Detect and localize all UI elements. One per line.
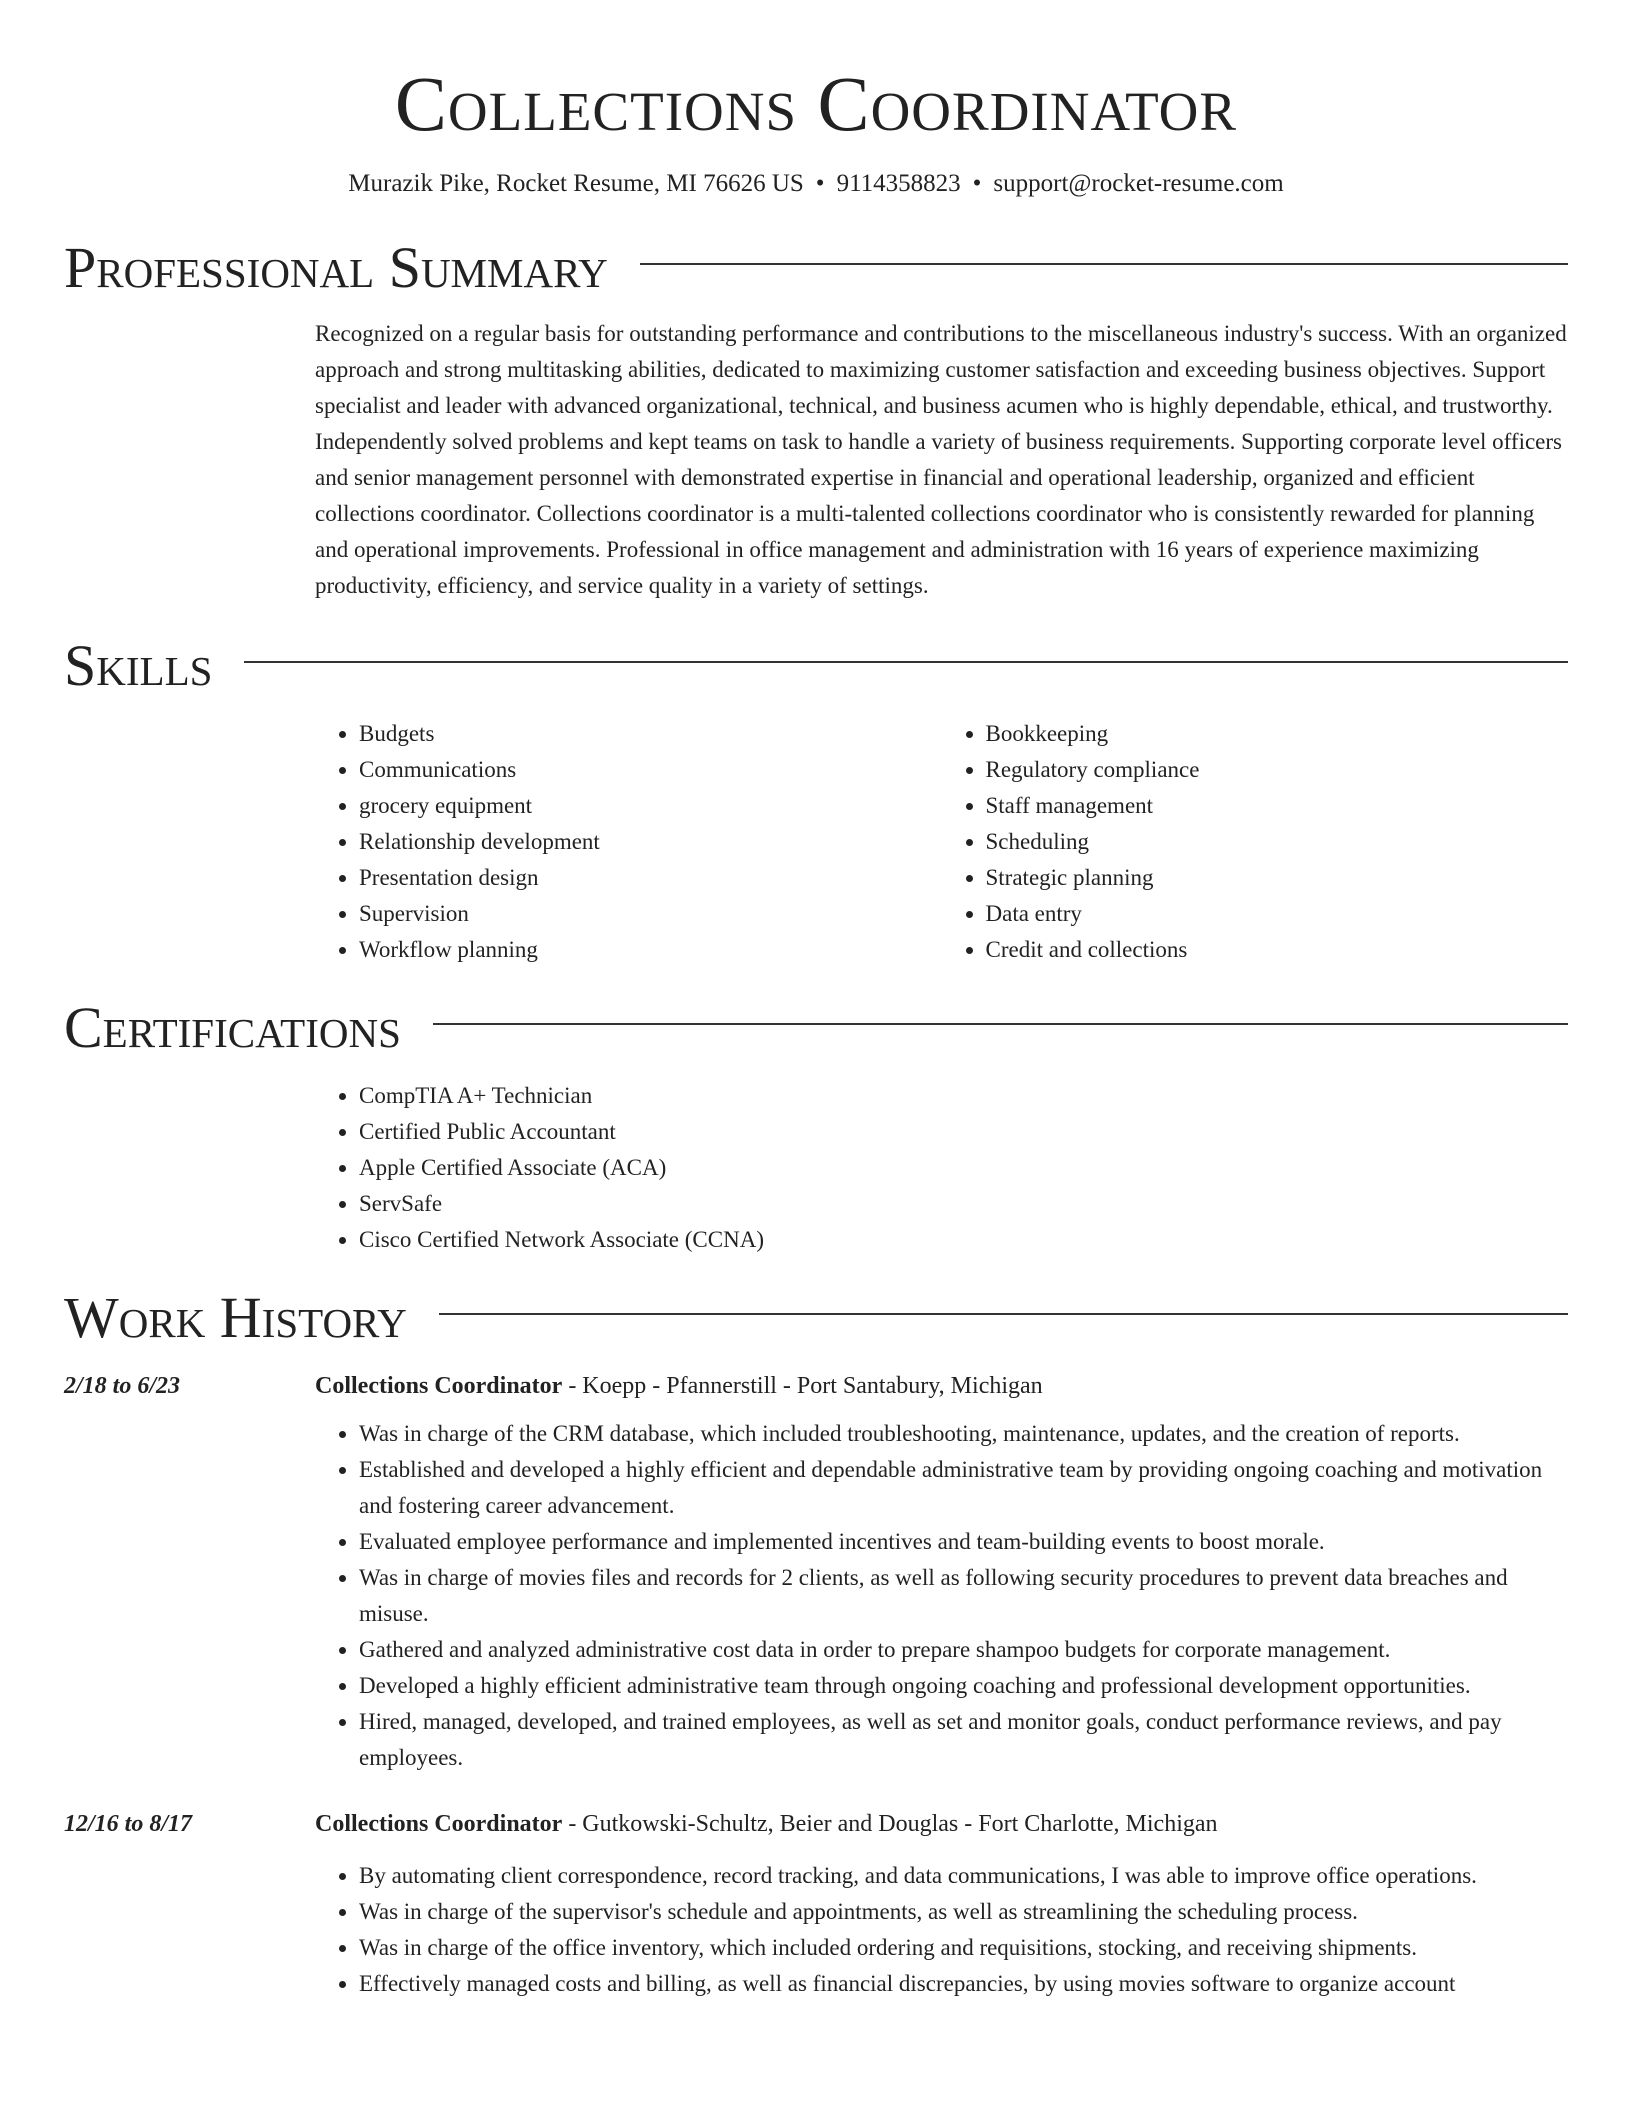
job-title: Collections Coordinator (315, 1373, 563, 1399)
skills-right-list (942, 716, 1569, 968)
contact-address: Murazik Pike, Rocket Resume, MI 76626 US (348, 170, 804, 197)
certification-item: • ServSafe (359, 1186, 1568, 1222)
certifications-section (315, 1078, 1568, 1258)
contact-separator: • (972, 170, 982, 197)
job-employer: - Koepp - Pfannerstill - Port Santabury, Michigan (562, 1373, 1043, 1399)
contact-separator: • (815, 170, 825, 197)
job-entry (64, 1370, 1568, 1776)
skill-item: • grocery equipment (359, 788, 942, 824)
job-dates: 2/18 to 6/23 (64, 1373, 181, 1399)
certification-item: • Cisco Certified Network Associate (CCNA) (359, 1222, 1568, 1258)
summary-section-header (64, 236, 1568, 300)
contact-phone: 9114358823 (836, 170, 961, 197)
skill-item: • Credit and collections (986, 932, 1569, 968)
job-duty: • Effectively managed costs and billing, as well as financial discrepancies, by using movies software to organize account (359, 1966, 1568, 2002)
job-duties-list (315, 1858, 1568, 2002)
summary-section (315, 316, 1568, 604)
job-duty: • Evaluated employee performance and implemented incentives and team-building events to boost morale. (359, 1524, 1568, 1560)
skill-item: • Regulatory compliance (986, 752, 1569, 788)
job-duty: • Established and developed a highly efficient and dependable administrative team by providing ongoing coaching and motivation and fostering career advancement. (359, 1452, 1568, 1524)
resume-title: Collections Coordinator (394, 60, 1238, 147)
job-header (64, 1370, 1568, 1402)
job-entry (64, 1808, 1568, 2002)
job-duty: • Was in charge of movies files and records for 2 clients, as well as following security procedures to prevent data breaches and misuse. (359, 1560, 1568, 1632)
certification-item: • Certified Public Accountant (359, 1114, 1568, 1150)
contact-line (64, 168, 1568, 200)
job-duty: • Was in charge of the supervisor's schedule and appointments, as well as streamlining the scheduling process. (359, 1894, 1568, 1930)
skills-columns (315, 716, 1568, 968)
job-bullets (315, 1416, 1568, 1776)
skill-item: • Bookkeeping (986, 716, 1569, 752)
skills-heading: Skills (64, 633, 213, 698)
summary-text: Recognized on a regular basis for outstanding performance and contributions to the miscellaneous industry's success. With an organized approach and strong multitasking abilities, dedicated to maximizing customer satisfaction and exceeding business objectives. Support specialist and leader with advanced organizational, technical, and business acumen who is highly dependable, ethical, and trustworthy. Independently solved problems and kept teams on task to handle a variety of business requirements. Supporting corporate level officers and senior management personnel with demonstrated expertise in financial and operational leadership, organized and efficient collections coordinator. Collections coordinator is a multi-talented collections coordinator who is consistently rewarded for planning and operational improvements. Professional in office management and administration with 16 years of experience maximizing productivity, efficiency, and service quality in a variety of settings. (315, 321, 1567, 598)
job-bullets (315, 1858, 1568, 2002)
skill-item: • Workflow planning (359, 932, 942, 968)
skills-section-header (64, 634, 1568, 698)
section-divider (640, 263, 1568, 265)
certification-item: • CompTIA A+ Technician (359, 1078, 1568, 1114)
certifications-heading: Certifications (64, 995, 401, 1060)
job-dates: 12/16 to 8/17 (64, 1811, 193, 1837)
work-heading: Work History (64, 1285, 407, 1350)
job-duty: • Was in charge of the CRM database, which included troubleshooting, maintenance, updates, and the creation of reports. (359, 1416, 1568, 1452)
certifications-section-header (64, 996, 1568, 1060)
certification-item: • Apple Certified Associate (ACA) (359, 1150, 1568, 1186)
skill-item: • Supervision (359, 896, 942, 932)
skill-item: • Scheduling (986, 824, 1569, 860)
skills-left-list (315, 716, 942, 968)
job-header (64, 1808, 1568, 1840)
job-title: Collections Coordinator (315, 1811, 563, 1837)
skill-item: • Staff management (986, 788, 1569, 824)
job-duties-list (315, 1416, 1568, 1776)
skill-item: • Strategic planning (986, 860, 1569, 896)
job-duty: • Hired, managed, developed, and trained employees, as well as set and monitor goals, conduct performance reviews, and pay employees. (359, 1704, 1568, 1776)
skill-item: • Data entry (986, 896, 1569, 932)
section-divider (244, 661, 1568, 663)
work-section-header (64, 1286, 1568, 1350)
job-duty: • Was in charge of the office inventory, which included ordering and requisitions, stocking, and receiving shipments. (359, 1930, 1568, 1966)
certifications-list (315, 1078, 1568, 1258)
job-title-line (315, 1370, 1568, 1402)
section-divider (433, 1023, 1568, 1025)
job-duty: • Gathered and analyzed administrative cost data in order to prepare shampoo budgets for corporate management. (359, 1632, 1568, 1668)
section-divider (439, 1313, 1568, 1315)
job-title-line (315, 1808, 1568, 1840)
job-employer: - Gutkowski-Schultz, Beier and Douglas - Fort Charlotte, Michigan (562, 1811, 1218, 1837)
summary-heading: Professional Summary (64, 235, 608, 300)
job-duty: • By automating client correspondence, record tracking, and data communications, I was able to improve office operations. (359, 1858, 1568, 1894)
skill-item: • Communications (359, 752, 942, 788)
skill-item: • Budgets (359, 716, 942, 752)
skill-item: • Presentation design (359, 860, 942, 896)
skill-item: • Relationship development (359, 824, 942, 860)
job-duty: • Developed a highly efficient administrative team through ongoing coaching and professional development opportunities. (359, 1668, 1568, 1704)
contact-email: support@rocket-resume.com (993, 170, 1284, 197)
skills-section (315, 716, 1568, 968)
